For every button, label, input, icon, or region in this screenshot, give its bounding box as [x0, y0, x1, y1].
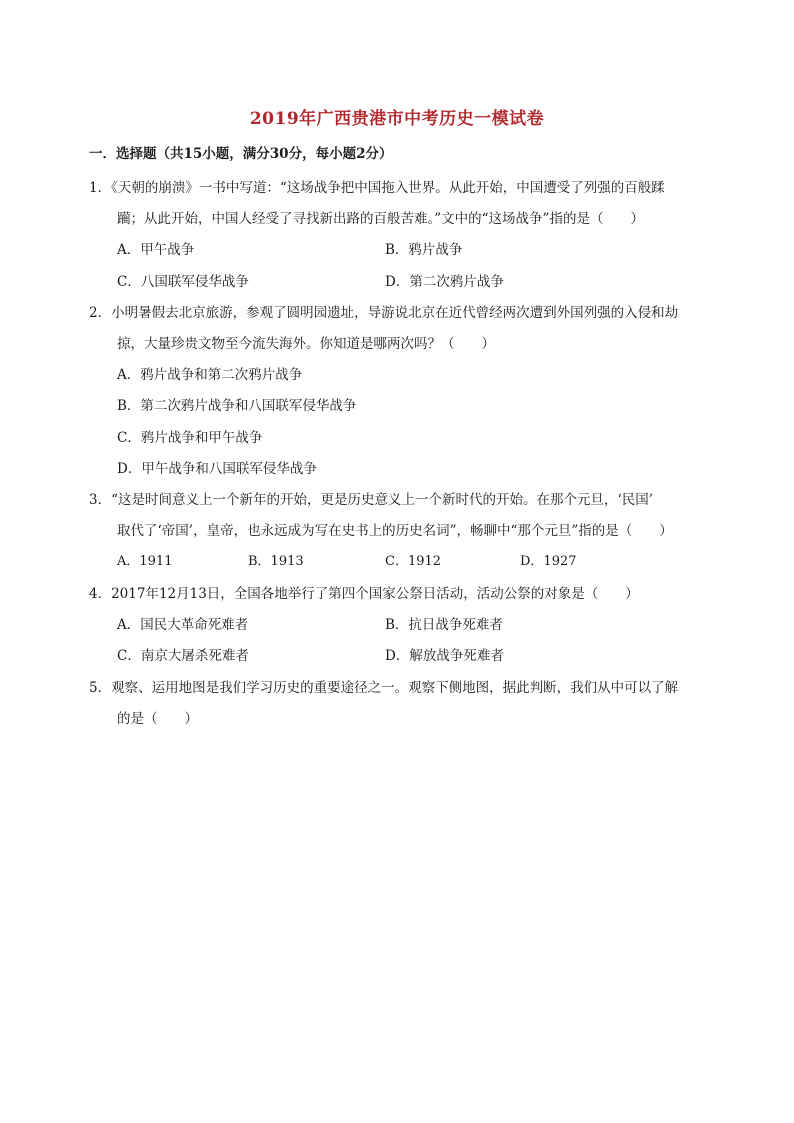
question-2-stem-line-1: 2．小明暑假去北京旅游，参观了圆明园遗址，导游说北京在近代曾经两次遭到外国列强的入侵和劫	[89, 305, 679, 321]
section-heading: 一．选择题（共15小题，满分30分，每小题2分）	[89, 146, 393, 162]
question-1-option-b[interactable]: B．鸦片战争	[385, 242, 463, 258]
question-4-stem-line-1: 4．2017年12月13日，全国各地举行了第四个国家公祭日活动，活动公祭的对象是（ ）	[89, 586, 639, 602]
question-2-option-b[interactable]: B．第二次鸦片战争和八国联军侵华战争	[117, 398, 357, 414]
question-5-stem-line-2: 的是（ ）	[117, 711, 198, 727]
question-4-option-c[interactable]: C．南京大屠杀死难者	[117, 648, 249, 664]
question-1-stem-line-2: 躏；从此开始，中国人经受了寻找新出路的百般苦难。”文中的“这场战争”指的是（ ）	[117, 211, 644, 227]
question-5-stem-line-1: 5．观察、运用地图是我们学习历史的重要途径之一。观察下侧地图，据此判断，我们从中可以了解	[89, 680, 679, 696]
question-4-option-a[interactable]: A．国民大革命死难者	[117, 617, 249, 633]
question-3-option-b[interactable]: B．1913	[248, 554, 304, 569]
question-3-option-a[interactable]: A．1911	[117, 554, 173, 569]
question-1-option-a[interactable]: A．甲午战争	[117, 242, 195, 258]
question-2-option-d[interactable]: D．甲午战争和八国联军侵华战争	[117, 461, 317, 477]
question-4-option-d[interactable]: D．解放战争死难者	[385, 648, 504, 664]
question-3-option-c[interactable]: C．1912	[385, 554, 442, 569]
page-title: 2019年广西贵港市中考历史一模试卷	[249, 109, 545, 129]
question-2-option-a[interactable]: A．鸦片战争和第二次鸦片战争	[117, 367, 303, 383]
question-1-option-c[interactable]: C．八国联军侵华战争	[117, 274, 249, 290]
question-2-stem-line-2: 掠，大量珍贵文物至今流失海外。你知道是哪两次吗？（ ）	[117, 336, 495, 352]
question-2-option-c[interactable]: C．鸦片战争和甲午战争	[117, 430, 263, 446]
question-1-option-d[interactable]: D．第二次鸦片战争	[385, 274, 504, 290]
question-3-stem-line-2: 取代了‘帝国’，皇帝，也永远成为写在史书上的历史名词”，畅聊中“那个元旦”指的是（ ）	[117, 523, 673, 539]
question-3-stem-line-1: 3．“这是时间意义上一个新年的开始，更是历史意义上一个新时代的开始。在那个元旦，‘民国’	[89, 492, 654, 508]
question-1-stem-line-1: 1．《天朝的崩溃》一书中写道：“这场战争把中国拖入世界。从此开始，中国遭受了列强的百般蹂	[89, 180, 665, 196]
question-4-option-b[interactable]: B．抗日战争死难者	[385, 617, 503, 633]
question-3-option-d[interactable]: D．1927	[520, 554, 577, 569]
